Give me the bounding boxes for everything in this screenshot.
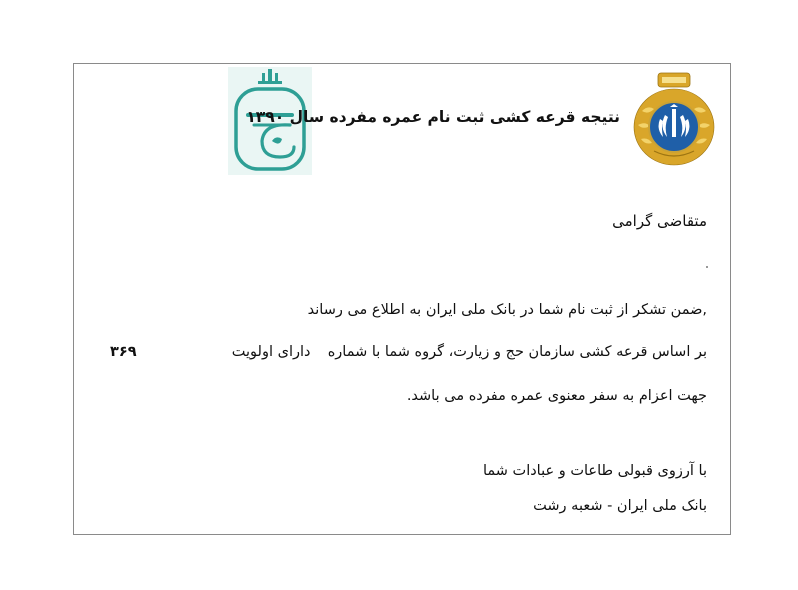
letter-title: نتیجه قرعه کشی ثبت نام عمره مفرده سال ۱۳۹۰ <box>246 108 620 126</box>
priority-label: دارای اولویت <box>231 344 311 360</box>
stray-dot <box>706 266 708 268</box>
salutation: متقاضی گرامی <box>612 212 707 230</box>
priority-number: ۳۶۹ <box>110 344 137 360</box>
body-line-1: ,ضمن تشکر از ثبت نام شما در بانک ملی ایران به اطلاع می رساند <box>307 302 707 318</box>
priority-text <box>110 344 310 360</box>
body-line-3: جهت اعزام به سفر معنوی عمره مفرده می باشد. <box>406 388 707 404</box>
body-line-2: بر اساس قرعه کشی سازمان حج و زیارت، گروه شما با شماره <box>327 344 707 360</box>
bank-melli-logo <box>632 71 716 167</box>
closing-line: با آرزوی قبولی طاعات و عبادات شما <box>482 463 707 479</box>
signature-line: بانک ملی ایران - شعبه رشت <box>533 498 707 514</box>
